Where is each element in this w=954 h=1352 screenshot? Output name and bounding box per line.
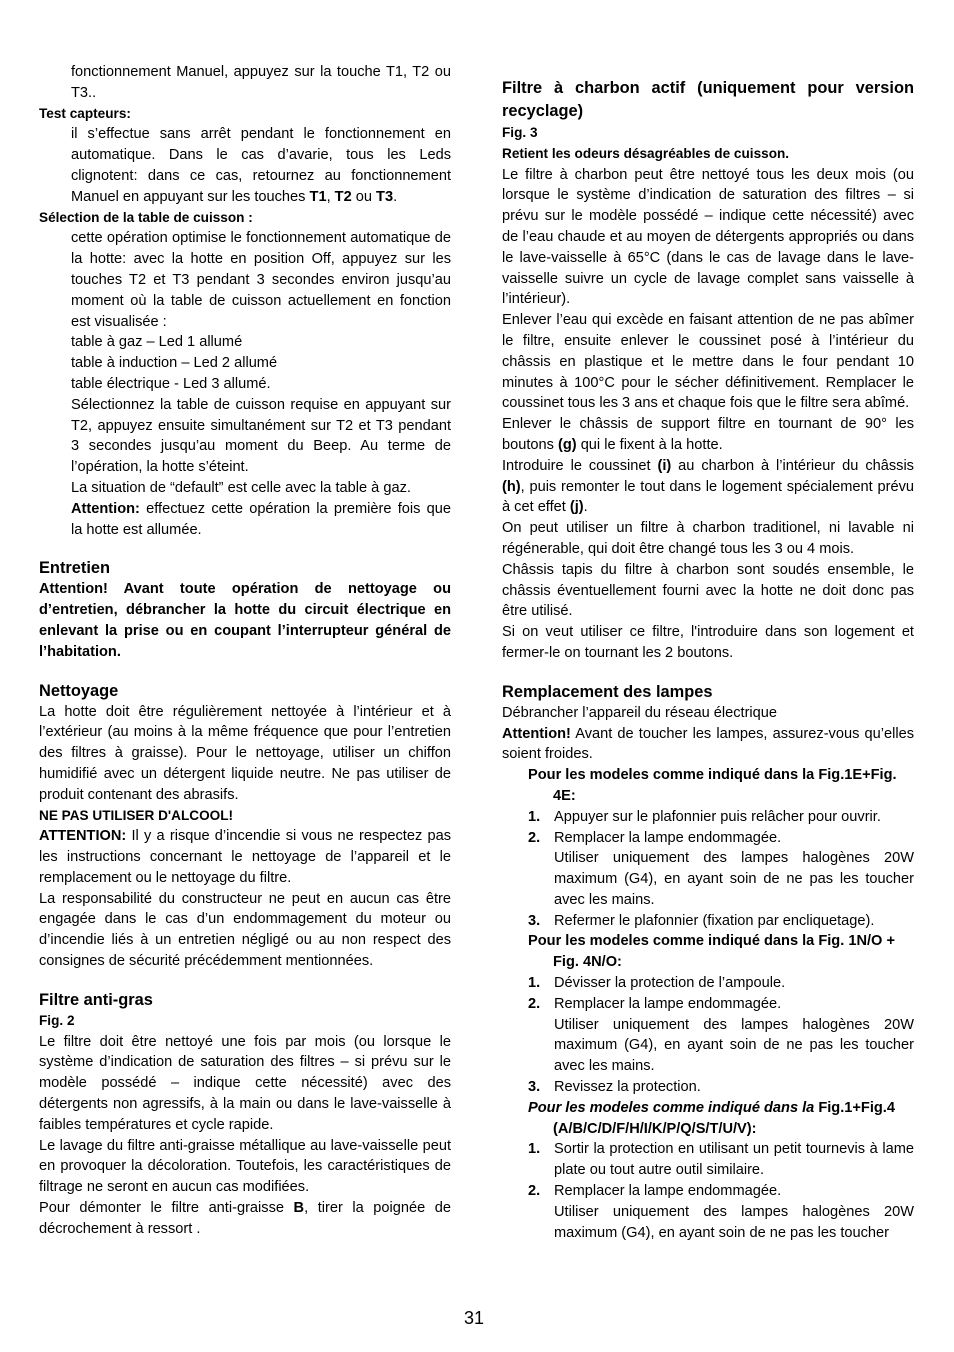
filtre-text-1: Le filtre doit être nettoyé une fois par mois (ou lorsque le système d’indication de saturation des filtres – si prévu sur le modèle possédé – indique cette nécessité) avec des détergents non agressifs, à la main ou dans le lave-vaisselle à faibles températures et cycle rapide. bbox=[39, 1033, 451, 1133]
left-column bbox=[39, 62, 451, 1240]
entretien-warning: Attention! Avant toute opération de nettoyage ou d’entretien, débrancher la hotte du circuit électrique en enlevant la prise ou en coupant l’interrupteur général de l’habitation. bbox=[39, 581, 451, 660]
list-item: 3. Revissez la protection. bbox=[528, 1079, 701, 1096]
list-item: 2. Remplacer la lampe endommagée. Utiliser uniquement des lampes halogènes 20W maximum (G4), en ayant soin de ne pas les toucher bbox=[528, 1183, 914, 1241]
filtre-text-2: Le lavage du filtre anti-graisse métallique au lave-vaisselle peut en provoquer la décoloration. Toutefois, les caractéristiques de filtrage ne seront en aucun cas modifiées. bbox=[39, 1137, 451, 1196]
charbon-p2: Enlever l’eau qui excède en faisant attention de ne pas abîmer le filtre, ensuite enlever le coussinet posé à l’intérieur du châssis en plastique et le mettre dans le four pendant 10 minutes à 100°C pour le sécher définitivement. Remplacer le coussinet tous les 3 ans et chaque fois que le filtre sera abîmé. bbox=[502, 312, 914, 412]
model-group-2-title: Pour les modeles comme indiqué dans la Fig. 1N/O + Fig. 4N/O: bbox=[528, 933, 895, 971]
gas-line: table à gaz – Led 1 allumé bbox=[71, 334, 243, 351]
fig-2-label: Fig. 2 bbox=[39, 1012, 75, 1028]
list-item: 3. Refermer le plafonnier (fixation par encliquetage). bbox=[528, 912, 875, 929]
responsibility-text: La responsabilité du constructeur ne peut en aucun cas être engagée dans le cas d’un endommagement du moteur ou d’incendie liés à un entretien négligé ou au non respect des consignes de sécurité précédemment mentionnées. bbox=[39, 890, 451, 970]
no-alcohol-warning: NE PAS UTILISER D'ALCOOL! bbox=[39, 807, 234, 823]
selection-text-2: Sélectionnez la table de cuisson requise en appuyant sur T2, appuyez ensuite simultanément sur T2 et T3 pendant 3 secondes jusqu’au moment du Beep. Au terme de l’opération, la hotte s’éteint. bbox=[71, 396, 451, 476]
selection-title: Sélection de la table de cuisson : bbox=[39, 209, 253, 225]
model-group-3-steps bbox=[502, 1139, 914, 1243]
nettoyage-text: La hotte doit être régulièrement nettoyée à l’intérieur et à l’extérieur (au moins à la même fréquence que pour l’entretien des filtres à graisse). Pour le nettoyage, utiliser un chiffon humidifié avec un détergent liquide neutre. Ne pas utiliser de produit contenant des abrasifs. bbox=[39, 703, 451, 803]
induction-line: table à induction – Led 2 allumé bbox=[71, 355, 278, 372]
list-item: 1. Appuyer sur le plafonnier puis relâcher pour ouvrir. bbox=[528, 808, 881, 825]
filtre-anti-gras-heading: Filtre anti-gras bbox=[39, 990, 153, 1009]
fig-3-label: Fig. 3 bbox=[502, 125, 538, 140]
model-group-1-steps bbox=[502, 807, 914, 932]
right-column bbox=[502, 77, 914, 1243]
model-group-1-title: Pour les modeles comme indiqué dans la Fig.1E+Fig. 4E: bbox=[528, 767, 897, 804]
charbon-p5: On peut utiliser un filtre à charbon traditionel, ni lavable ni régénerable, qui doit être changé tous les 3 ou 4 mois. bbox=[502, 520, 914, 557]
model-group-3-title: Pour les modeles comme indiqué dans la Fig.1+Fig.4 (A/B/C/D/F/H/I/K/P/Q/S/T/U/V): bbox=[528, 1099, 895, 1137]
filtre-text-3: Pour démonter le filtre anti-graisse B, tirer la poignée de décrochement à ressort . bbox=[39, 1200, 451, 1237]
entretien-heading: Entretien bbox=[39, 559, 111, 578]
charbon-p3: Enlever le châssis de support filtre en tournant de 90° les boutons (g) qui le fixent à la hotte. bbox=[502, 416, 914, 453]
charbon-p7: Si on veut utiliser ce filtre, l'introduire dans son logement et fermer-le on tournant les 2 boutons. bbox=[502, 624, 914, 661]
test-capteurs-title: Test capteurs: bbox=[39, 105, 131, 121]
test-capteurs-text: il s’effectue sans arrêt pendant le fonctionnement en automatique. Dans le cas d’avarie, tous les Leds clignotent: dans ce cas, retournez au fonctionnement Manuel en appuyant sur les touches T1, T2 ou T3. bbox=[71, 126, 451, 205]
charbon-subtitle: Retient les odeurs désagréables de cuisson. bbox=[502, 145, 790, 161]
list-item: 2. Remplacer la lampe endommagée. Utiliser uniquement des lampes halogènes 20W maximum (G4), en ayant soin de ne pas les toucher avec les mains. bbox=[528, 829, 914, 908]
model-group-2-steps bbox=[502, 973, 914, 1098]
default-text: La situation de “default” est celle avec la table à gaz. bbox=[71, 479, 411, 496]
nettoyage-heading: Nettoyage bbox=[39, 681, 119, 700]
list-item: 1. Dévisser la protection de l’ampoule. bbox=[528, 975, 786, 992]
lampes-unplug: Débrancher l’appareil du réseau électrique bbox=[502, 704, 778, 721]
intro-continuation: fonctionnement Manuel, appuyez sur la touche T1, T2 ou T3.. bbox=[71, 64, 451, 101]
charbon-heading: Filtre à charbon actif (uniquement pour version recyclage) bbox=[502, 79, 914, 120]
list-item: 2. Remplacer la lampe endommagée. Utiliser uniquement des lampes halogènes 20W maximum (G4), en ayant soin de ne pas les toucher avec les mains. bbox=[528, 995, 914, 1075]
electric-line: table électrique - Led 3 allumé. bbox=[71, 375, 271, 392]
lampes-attention: Attention! Avant de toucher les lampes, assurez-vous qu’elles soient froides. bbox=[502, 725, 914, 763]
lampes-heading: Remplacement des lampes bbox=[502, 682, 713, 701]
list-item: 1. Sortir la protection en utilisant un petit tournevis à lame plate ou tout autre outil similaire. bbox=[528, 1141, 914, 1179]
page-number: 31 bbox=[464, 1308, 485, 1328]
selection-text: cette opération optimise le fonctionnement automatique de la hotte: avec la hotte en position Off, appuyez sur les touches T2 et T3 pendant 3 secondes environ jusqu’au moment où la table de cuisson actuellement en fonction est visualisée : bbox=[71, 230, 451, 330]
charbon-p4: Introduire le coussinet (i) au charbon à l’intérieur du châssis (h), puis remonter le tout dans le logement spécialement prévu à cet effet (j). bbox=[502, 457, 914, 516]
fire-warning: ATTENTION: Il y a risque d’incendie si vous ne respectez pas les instructions concernant le nettoyage de l’appareil et le remplacement ou le nettoyage du filtre. bbox=[39, 828, 451, 886]
attention-note: Attention: effectuez cette opération la première fois que la hotte est allumée. bbox=[71, 500, 451, 538]
charbon-p1: Le filtre à charbon peut être nettoyé tous les deux mois (ou lorsque le système d’indication de saturation des filtres – si prévu sur le modèle possédé – indique cette nécessité) avec de l’eau chaude et au moyen de détergents appropriés ou dans le lave-vaisselle à 65°C (dans le cas de lavage dans le lave-vaisselle suivre un cycle de lavage complet sans vaisselle à l’intérieur). bbox=[502, 166, 914, 308]
charbon-p6: Châssis tapis du filtre à charbon sont soudés ensemble, le châssis éventuellement fourni avec la hotte ne doit donc pas être utilisé. bbox=[502, 561, 914, 620]
